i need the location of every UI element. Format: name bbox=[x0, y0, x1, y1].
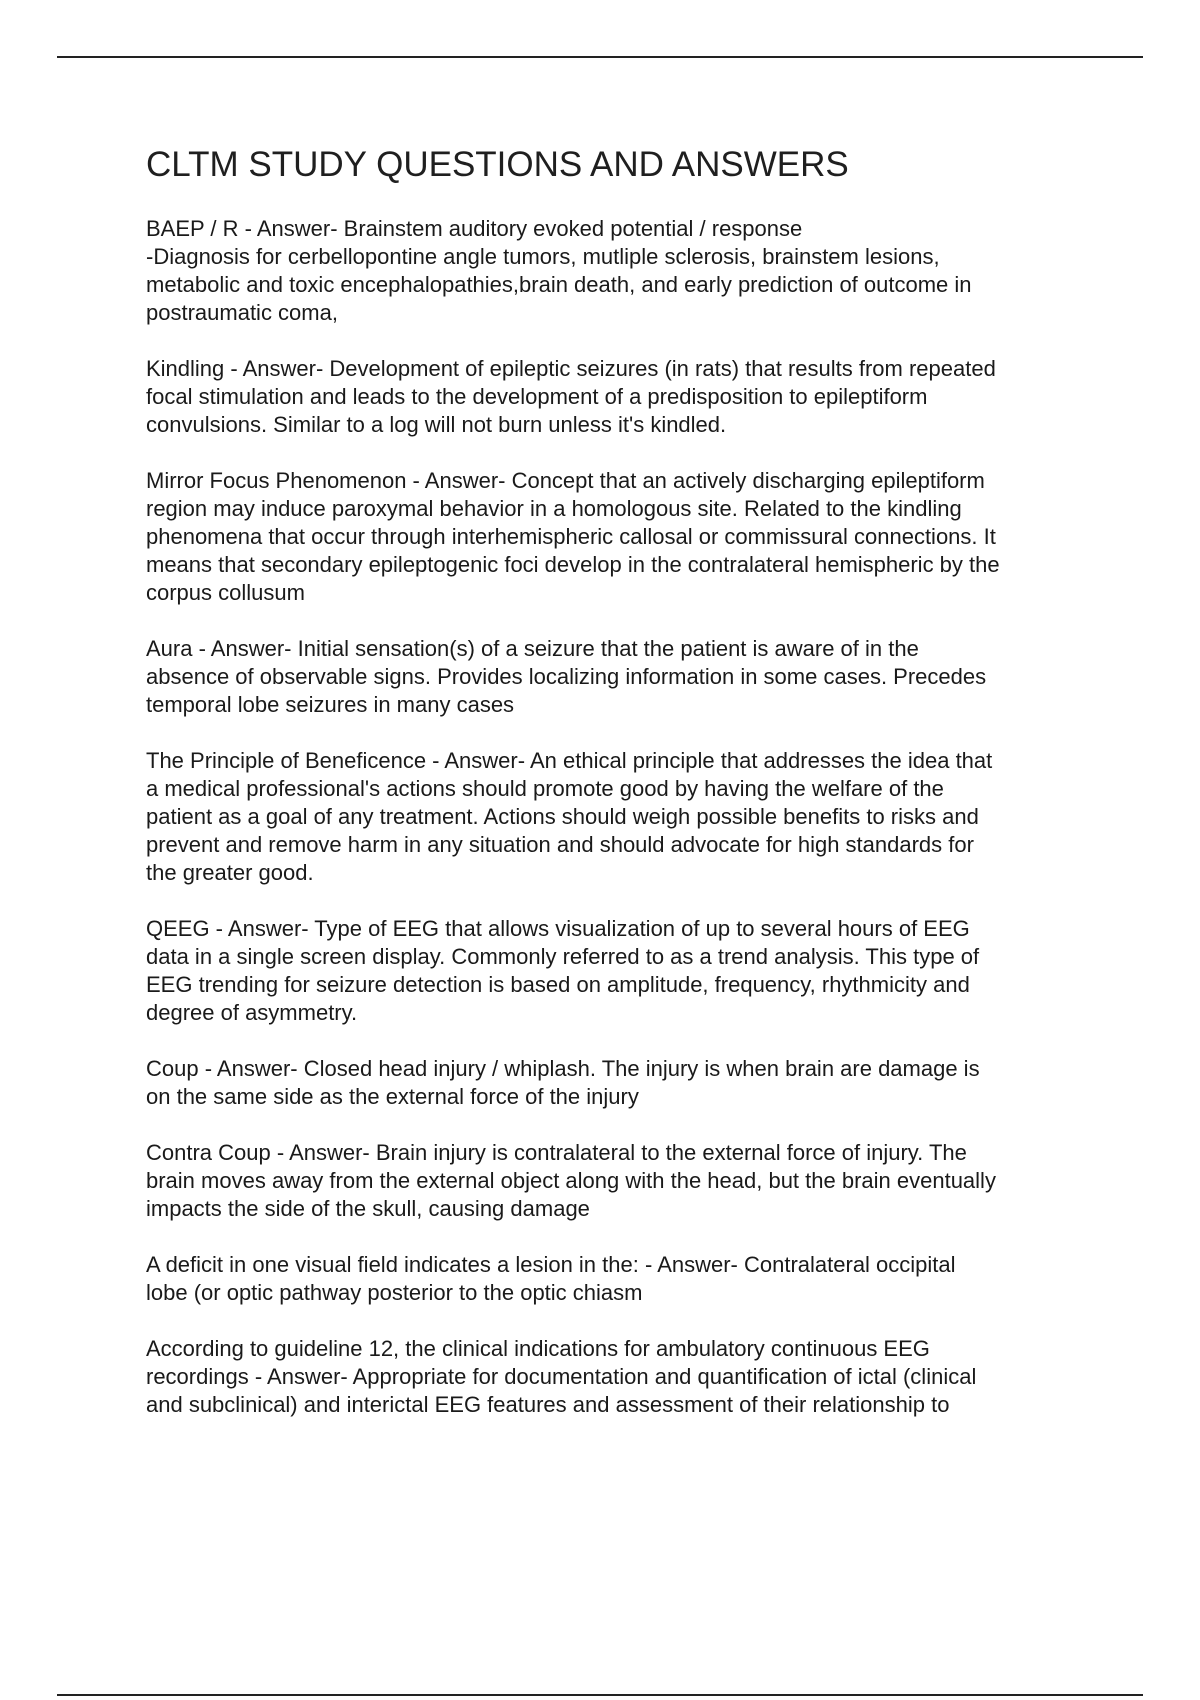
qa-entry-coup: Coup - Answer- Closed head injury / whiplash. The injury is when brain are damage is on the same side as the external force of the injury bbox=[146, 1056, 980, 1109]
qa-entry-guideline-12: According to guideline 12, the clinical indications for ambulatory continuous EEG recordings - Answer- Appropriate for documentation and quantification of ictal (clinical and subclinical) and interictal EEG features and assessment of their relationship to bbox=[146, 1336, 977, 1417]
footer-rule bbox=[57, 1694, 1143, 1696]
qa-entry-qeeg: QEEG - Answer- Type of EEG that allows visualization of up to several hours of EEG data in a single screen display. Commonly referred to as a trend analysis. This type of EEG trending for seizure detection is based on amplitude, frequency, rhythmicity and degree of asymmetry. bbox=[146, 916, 980, 1025]
qa-entry-aura: Aura - Answer- Initial sensation(s) of a seizure that the patient is aware of in the absence of observable signs. Provides localizing information in some cases. Precedes temporal lobe seizures in many cases bbox=[146, 636, 987, 717]
qa-entry-kindling: Kindling - Answer- Development of epileptic seizures (in rats) that results from repeated focal stimulation and leads to the development of a predisposition to epileptiform convulsions. Similar to a log will not burn unless it's kindled. bbox=[146, 356, 996, 437]
qa-entry-baep: BAEP / R - Answer- Brainstem auditory evoked potential / response -Diagnosis for cerbellopontine angle tumors, mutliple sclerosis, brainstem lesions, metabolic and toxic encephalopathies,brain death, and early prediction of outcome in postraumatic coma, bbox=[146, 216, 972, 325]
document-body bbox=[146, 143, 1096, 1447]
document-title: CLTM STUDY QUESTIONS AND ANSWERS bbox=[146, 145, 849, 184]
qa-entry-beneficence: The Principle of Beneficence - Answer- An ethical principle that addresses the idea that a medical professional's actions should promote good by having the welfare of the patient as a goal of any treatment. Actions should weigh possible benefits to risks and prevent and remove harm in any situation and should advocate for high standards for the greater good. bbox=[146, 748, 993, 885]
qa-entry-visual-field-deficit: A deficit in one visual field indicates a lesion in the: - Answer- Contralateral occipital lobe (or optic pathway posterior to the optic chiasm bbox=[146, 1252, 956, 1305]
header-rule bbox=[57, 56, 1143, 58]
qa-entry-mirror-focus: Mirror Focus Phenomenon - Answer- Concept that an actively discharging epileptiform region may induce paroxymal behavior in a homologous site. Related to the kindling phenomena that occur through interhemispheric callosal or commissural connections. It means that secondary epileptogenic foci develop in the contralateral hemispheric by the corpus collusum bbox=[146, 468, 1000, 605]
qa-entry-contra-coup: Contra Coup - Answer- Brain injury is contralateral to the external force of injury. The brain moves away from the external object along with the head, but the brain eventually impacts the side of the skull, causing damage bbox=[146, 1140, 996, 1221]
